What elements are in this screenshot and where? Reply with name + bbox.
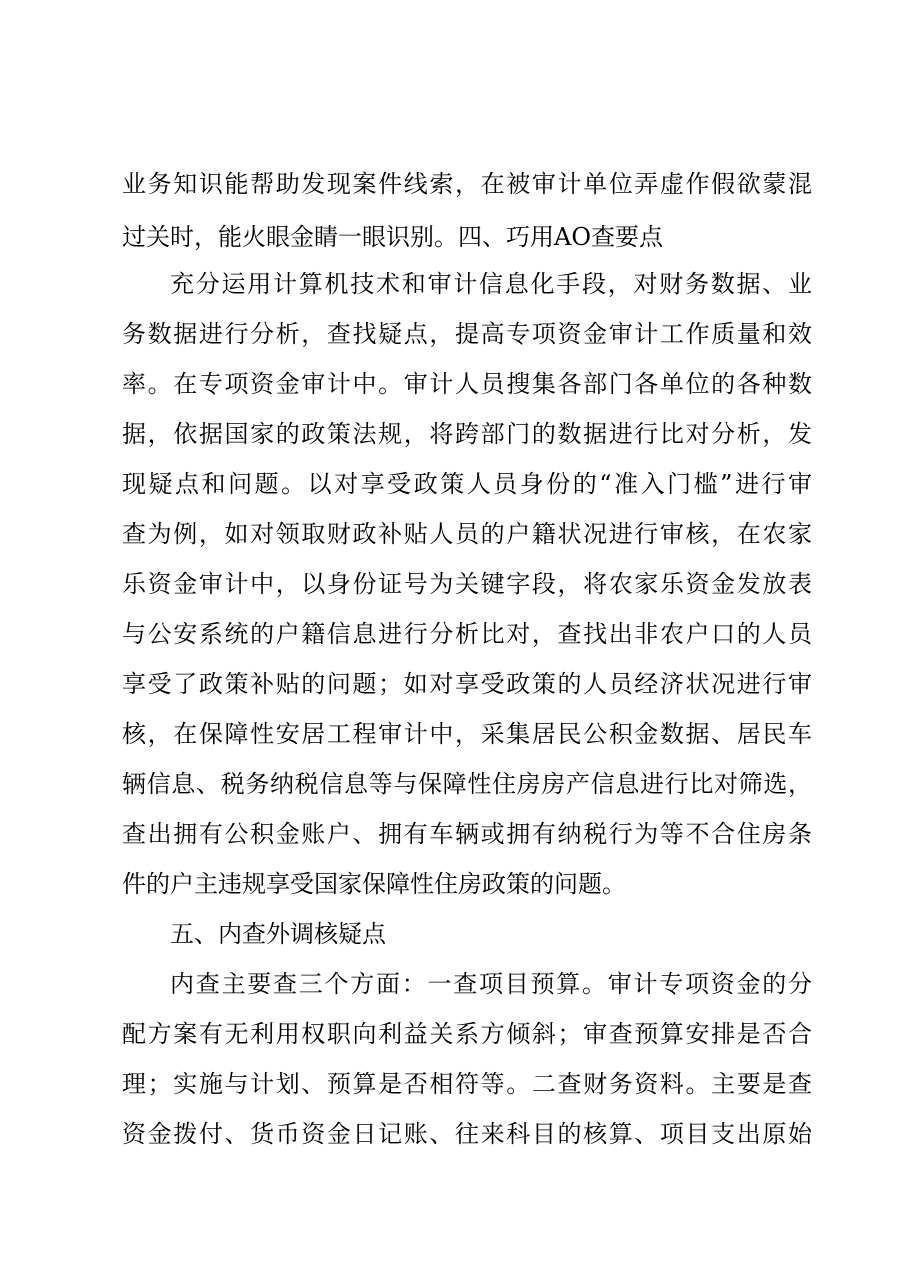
paragraph-first-line: 充分运用计算机技术和审计信息化手段，对财务数据、业 bbox=[170, 270, 812, 298]
text-line: 据，依据国家的政策法规，将跨部门的数据进行比对分析，发 bbox=[122, 420, 812, 448]
text-line: 辆信息、税务纳税信息等与保障性住房房产信息进行比对筛选， bbox=[122, 770, 812, 798]
text-line: 件的户主违规享受国家保障性住房政策的问题。 bbox=[122, 870, 626, 898]
text-line: 现疑点和问题。以对享受政策人员身份的“准入门槛”进行审 bbox=[122, 470, 812, 498]
text-line: 配方案有无利用权职向利益关系方倾斜；审查预算安排是否合 bbox=[122, 1020, 812, 1048]
text-line: 享受了政策补贴的问题；如对享受政策的人员经济状况进行审 bbox=[122, 670, 812, 698]
paragraph-first-line: 内查主要查三个方面：一查项目预算。审计专项资金的分 bbox=[170, 970, 812, 998]
text-line: 与公安系统的户籍信息进行分析比对，查找出非农户口的人员 bbox=[122, 620, 812, 648]
text-line: 率。在专项资金审计中。审计人员搜集各部门各单位的各种数 bbox=[122, 370, 812, 398]
text-line: 务数据进行分析，查找疑点，提高专项资金审计工作质量和效 bbox=[122, 320, 812, 348]
section-heading: 五、内查外调核疑点 bbox=[170, 920, 386, 948]
text-line: 查为例，如对领取财政补贴人员的户籍状况进行审核，在农家 bbox=[122, 520, 812, 548]
text-line: 过关时，能火眼金睛一眼识别。四、巧用AO查要点 bbox=[122, 223, 664, 251]
text-line: 资金拨付、货币资金日记账、往来科目的核算、项目支出原始 bbox=[122, 1120, 812, 1148]
text-line: 乐资金审计中，以身份证号为关键字段，将农家乐资金发放表 bbox=[122, 570, 812, 598]
text-line: 理；实施与计划、预算是否相符等。二查财务资料。主要是查 bbox=[122, 1070, 812, 1098]
text-line: 核，在保障性安居工程审计中，采集居民公积金数据、居民车 bbox=[122, 720, 812, 748]
text-line: 业务知识能帮助发现案件线索，在被审计单位弄虚作假欲蒙混 bbox=[122, 170, 812, 198]
text-line: 查出拥有公积金账户、拥有车辆或拥有纳税行为等不合住房条 bbox=[122, 820, 812, 848]
